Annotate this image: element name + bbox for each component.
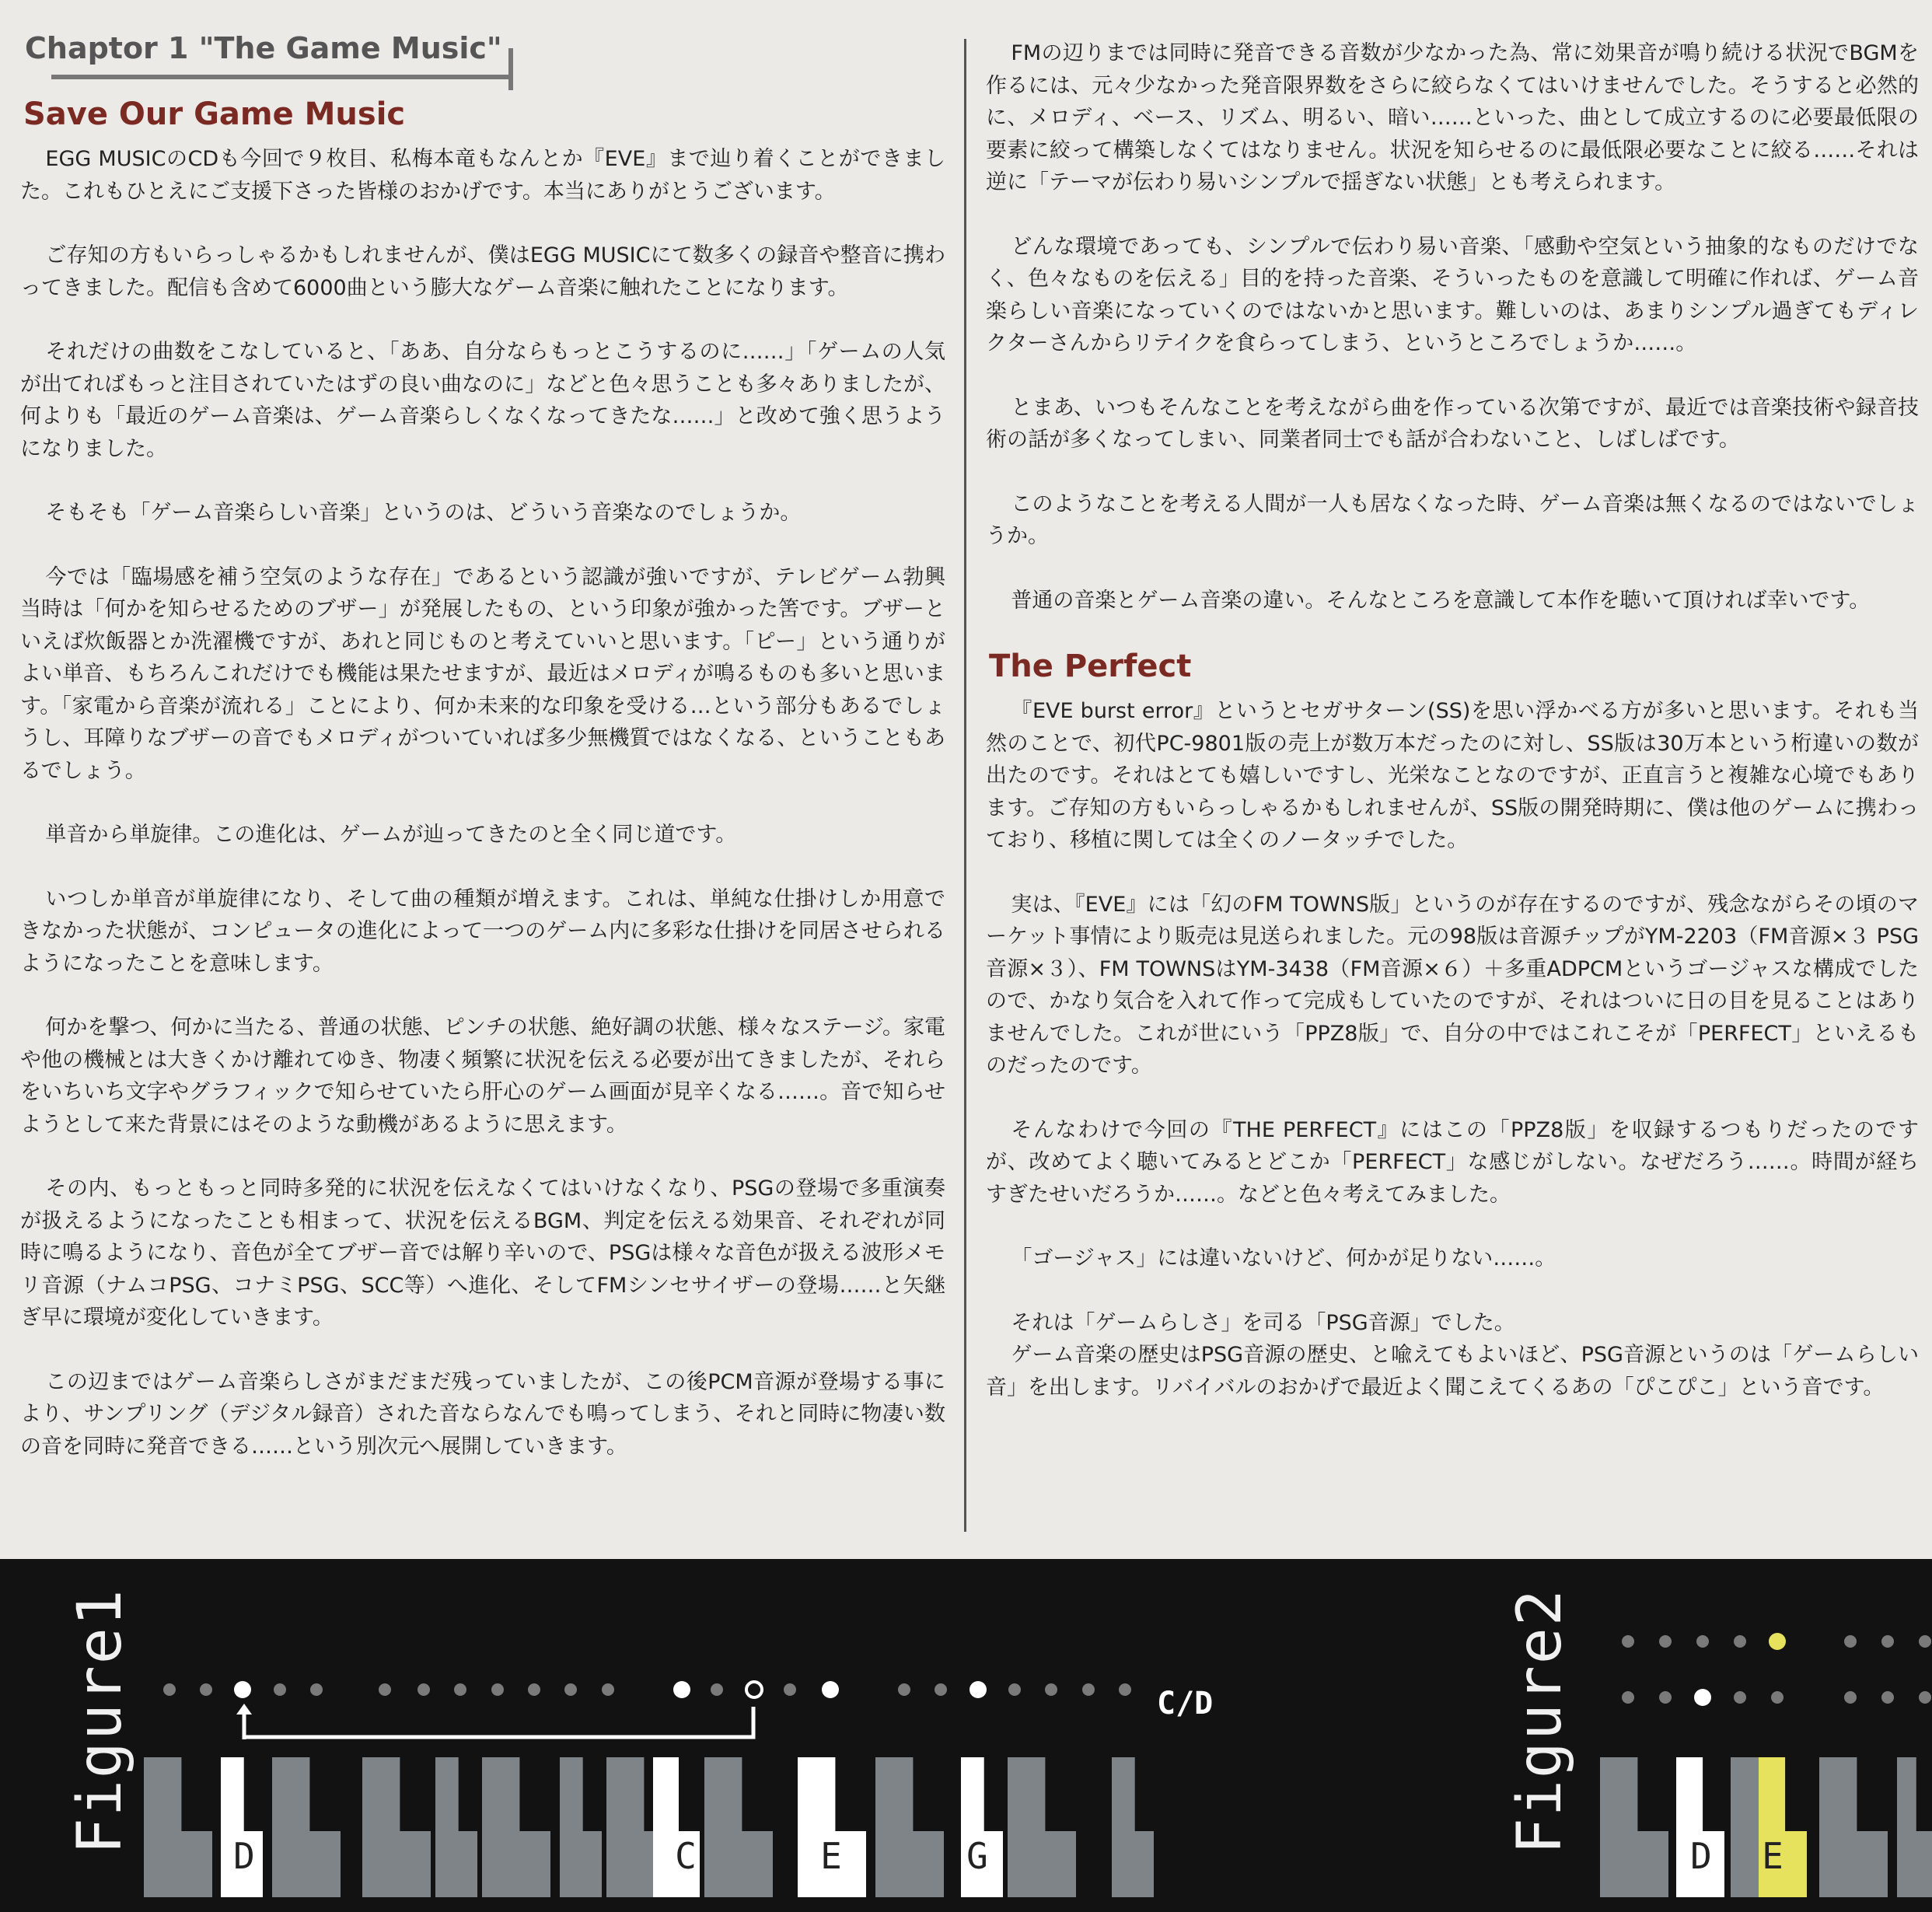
cd-marker: C/D bbox=[1157, 1686, 1214, 1721]
gray-dot bbox=[1844, 1635, 1857, 1648]
paragraph: その内、もっともっと同時多発的に状況を伝えなくてはいけなくなり、PSGの登場で多重演奏が扱えるようになったことも相まって、状況を伝えるBGM、判定を伝える効果音、それぞれが同時に鳴るようになり、音色が全てブザー音では解り辛いので、PSGは様々な音色が扱える波形メモリ音源（ナムコPSG、コナミPSG、SCC等）へ進化、そしてFMシンセサイザーの登場……と矢継ぎ早に環境が変化していきます。 bbox=[20, 1176, 945, 1330]
key-label-c: C bbox=[675, 1835, 697, 1877]
gray-dot bbox=[1771, 1691, 1784, 1704]
gray-dot bbox=[1734, 1691, 1746, 1704]
paragraph: FMの辺りまでは同時に発音できる音数が少なかった為、常に効果音が鳴り続ける状況でBGMを作るには、元々少なかった発音限界数をさらに絞らなくてはいけませんでした。そうすると必然的に、メロディ、ベース、リズム、明るい、暗い……といった、曲として成立するのに必要最低限の要素に絞って構築しなくてはなりません。状況を知らせるのに最低限必要なことに絞る……それは逆に「テーマが伝わり易いシンプルで揺ぎない状態」とも考えられます。 bbox=[986, 41, 1919, 194]
paragraph: この辺まではゲーム音楽らしさがまだまだ残っていましたが、この後PCM音源が登場する事により、サンプリング（デジタル録音）された音ならなんでも鳴ってしまう、それと同時に物凄い数の音を同時に発音できる……という別次元へ展開していきます。 bbox=[20, 1369, 945, 1459]
paragraph: 今では「臨場感を補う空気のような存在」であるという認識が強いですが、テレビゲーム勃興当時は「何かを知らせるためのブザー」が発展したもの、という印象が強かった筈です。ブザーといえば炊飯器とか洗濯機ですが、あれと同じものと考えていいと思います。「ピー」という通りがよい単音、もちろんこれだけでも機能は果たせますが、最近はメロディが鳴るものも多いと思います。「家電から音楽が流れる」ことにより、何か未来的な印象を受ける…という部分もあるでしょうし、耳障りなブザーの音でもメロディがついていれば多少無機質ではなくなる、ということもあるでしょう。 bbox=[20, 565, 945, 783]
gray-dot bbox=[784, 1683, 796, 1696]
gray-dot bbox=[1919, 1635, 1931, 1648]
paragraph: 何かを撃つ、何かに当たる、普通の状態、ピンチの状態、絶好調の状態、様々なステージ。家電や他の機械とは大きくかけ離れてゆき、物凄く頻繁に状況を伝える必要が出てきましたが、それらをいちいち文字やグラフィックで知らせていたら肝心のゲーム画面が見辛くなる……。音で知らせようとして来た背景にはそのような動機があるように思えます。 bbox=[20, 1015, 945, 1137]
paragraph: それは「ゲームらしさ」を司る「PSG音源」でした。 bbox=[1011, 1310, 1515, 1335]
gray-key bbox=[1112, 1831, 1154, 1897]
gray-dot bbox=[711, 1683, 723, 1696]
white-dot bbox=[822, 1681, 839, 1698]
gray-dot bbox=[1008, 1683, 1021, 1696]
paragraph: とまあ、いつもそんなことを考えながら曲を作っている次第ですが、最近では音楽技術や録音技術の話が多くなってしまい、同業者同士でも話が合わないこと、しばしばです。 bbox=[986, 395, 1919, 452]
gray-key bbox=[704, 1831, 773, 1897]
white-dot bbox=[673, 1681, 690, 1698]
gray-dot bbox=[564, 1683, 577, 1696]
gray-dot bbox=[417, 1683, 430, 1696]
gray-key bbox=[560, 1831, 602, 1897]
paragraph: 『EVE burst error』というとセガサターン(SS)を思い浮かべる方が多いと思います。それも当然のことで、初代PC-9801版の売上が数万本だったのに対し、SS版は30万本という桁違いの数が出たのです。それはとても嬉しいですし、光栄なことなのですが、正直言うと複雑な心境でもあります。ご存知の方もいらっしゃるかもしれませんが、SS版の開発時期に、僕は他のゲームに携わっており、移植に関しては全くのノータッチでした。 bbox=[986, 699, 1919, 852]
gray-dot bbox=[935, 1683, 947, 1696]
paragraph: 単音から単旋律。この進化は、ゲームが辿ってきたのと全く同じ道です。 bbox=[45, 823, 737, 847]
white-dot bbox=[1694, 1689, 1711, 1706]
gray-key bbox=[272, 1831, 341, 1897]
gray-dot bbox=[491, 1683, 504, 1696]
paragraph: 普通の音楽とゲーム音楽の違い。そんなところを意識して本作を聴いて頂ければ幸いです。 bbox=[1011, 588, 1871, 613]
paragraph: それだけの曲数をこなしていると、「ああ、自分ならもっとこうするのに……」「ゲームの人気が出てればもっと注目されていたはずの良い曲なのに」などと色々思うことも多々ありましたが、何よりも「最近のゲーム音楽は、ゲーム音楽らしくなくなってきたな……」と改めて強く思うようになりました。 bbox=[20, 340, 945, 461]
paragraph: ゲーム音楽の歴史はPSG音源の歴史、と喩えてもよいほど、PSG音源というのは「ゲームらしい音」を出します。リバイバルのおかげで最近よく聞こえてくるあの「ぴこぴこ」という音です。 bbox=[986, 1343, 1919, 1400]
paragraph: そもそも「ゲーム音楽らしい音楽」というのは、どういう音楽なのでしょうか。 bbox=[45, 501, 802, 525]
figure1-label: Figure1 bbox=[65, 1588, 135, 1854]
gray-dot bbox=[163, 1683, 176, 1696]
gray-dot bbox=[1696, 1635, 1709, 1648]
paragraph: そんなわけで今回の『THE PERFECT』にはこの「PPZ8版」を収録するつもりだったのですが、改めてよく聴いてみるとどこか「PERFECT」な感じがしない。なぜだろう……。時間が経ちすぎたせいだろうか……。などと色々考えてみました。 bbox=[986, 1117, 1919, 1207]
paragraph: ご存知の方もいらっしゃるかもしれませんが、僕はEGG MUSICにて数多くの録音や整音に携わってきました。配信も含めて6000曲という膨大なゲーム音楽に触れたことになります。 bbox=[20, 243, 945, 300]
left-column bbox=[20, 31, 945, 1494]
gray-dot bbox=[379, 1683, 391, 1696]
section-title-the-perfect: The Perfect bbox=[989, 648, 1192, 684]
key-label-e-fig2: E bbox=[1762, 1835, 1784, 1877]
figure1-arrow bbox=[236, 1704, 753, 1739]
key-label-e: E bbox=[820, 1835, 842, 1877]
gray-dot bbox=[1659, 1691, 1672, 1704]
gray-key bbox=[482, 1831, 550, 1897]
gray-dot bbox=[1919, 1691, 1931, 1704]
gray-dot bbox=[1045, 1683, 1057, 1696]
chapter-bracket-horizontal bbox=[51, 75, 513, 79]
gray-dot bbox=[1881, 1691, 1894, 1704]
figure-strip bbox=[0, 1559, 1932, 1912]
gray-key bbox=[1600, 1831, 1668, 1897]
chapter-title: Chaptor 1 "The Game Music" bbox=[25, 31, 502, 65]
key-label-d: D bbox=[233, 1835, 255, 1877]
gray-dot bbox=[528, 1683, 540, 1696]
paragraph: このようなことを考える人間が一人も居なくなった時、ゲーム音楽は無くなるのではないでしょうか。 bbox=[986, 491, 1919, 548]
gray-dot bbox=[1659, 1635, 1672, 1648]
paragraph: 実は、『EVE』には「幻のFM TOWNS版」というのが存在するのですが、残念ながらその頃のマーケット事情により販売は見送られました。元の98版は音源チップがYM-2203（FM音源×３ PSG音源×３）、FM TOWNSはYM-3438（FM音源×６）＋多重ADPCMというゴージャスな構成でしたので、かなり気合を入れて作って完成もしていたのですが、それはついに日の目を見ることはありませんでした。これが世にいう「PPZ8版」で、自分の中ではこれこそが「PERFECT」といえるものだったのです。 bbox=[986, 892, 1919, 1078]
gray-dot bbox=[1622, 1635, 1634, 1648]
chapter-bracket-vertical bbox=[508, 48, 513, 90]
ring-dot bbox=[746, 1682, 762, 1697]
white-dot bbox=[969, 1681, 987, 1698]
yellow-dot bbox=[1769, 1633, 1786, 1650]
figure2-label: Figure2 bbox=[1505, 1588, 1575, 1854]
figure1-keyboard bbox=[144, 1757, 1154, 1897]
figure2-dots bbox=[1622, 1633, 1931, 1706]
gray-dot bbox=[454, 1683, 466, 1696]
chapter-heading bbox=[20, 31, 513, 79]
gray-dot bbox=[310, 1683, 323, 1696]
paragraph: EGG MUSICのCDも今回で９枚目、私梅本竜もなんとか『EVE』まで辿り着くことができました。これもひとえにご支援下さった皆様のおかげです。本当にありがとうございます。 bbox=[20, 147, 945, 204]
gray-dot bbox=[274, 1683, 286, 1696]
gray-dot bbox=[602, 1683, 614, 1696]
white-dot bbox=[234, 1681, 251, 1698]
gray-dot bbox=[1844, 1691, 1857, 1704]
paragraph: いつしか単音が単旋律になり、そして曲の種類が増えます。これは、単純な仕掛けしか用意できなかった状態が、コンピュータの進化によって一つのゲーム内に多彩な仕掛けを同居させられるようになったことを意味します。 bbox=[20, 886, 945, 976]
gray-key bbox=[1008, 1831, 1076, 1897]
gray-dot bbox=[1622, 1691, 1634, 1704]
gray-dot bbox=[1119, 1683, 1131, 1696]
gray-dot bbox=[1881, 1635, 1894, 1648]
gray-dot bbox=[1734, 1635, 1746, 1648]
gray-dot bbox=[200, 1683, 212, 1696]
paragraph: どんな環境であっても、シンプルで伝わり易い音楽、「感動や空気という抽象的なものだけでなく、色々なものを伝える」目的を持った音楽、そういったものを意識して明確に作れば、ゲーム音楽らしい音楽になっていくのではないかと思います。難しいのは、あまりシンプル過ぎてもディレクターさんからリテイクを食らってしまう、というところでしょうか……。 bbox=[986, 234, 1919, 355]
key-label-d-fig2: D bbox=[1690, 1835, 1712, 1877]
gray-key bbox=[1819, 1831, 1888, 1897]
section-title-save-our-game-music: Save Our Game Music bbox=[23, 96, 406, 132]
figure1-dots bbox=[163, 1681, 1131, 1698]
gray-key bbox=[144, 1831, 212, 1897]
gray-dot bbox=[1082, 1683, 1095, 1696]
gray-key bbox=[435, 1831, 477, 1897]
key-label-g: G bbox=[966, 1835, 988, 1877]
column-divider bbox=[964, 39, 966, 1532]
gray-key bbox=[875, 1831, 944, 1897]
gray-key bbox=[1897, 1831, 1932, 1897]
gray-key bbox=[362, 1831, 431, 1897]
gray-dot bbox=[898, 1683, 910, 1696]
paragraph: 「ゴージャス」には違いないけど、何かが足りない……。 bbox=[1011, 1246, 1556, 1271]
right-column bbox=[986, 37, 1919, 1435]
